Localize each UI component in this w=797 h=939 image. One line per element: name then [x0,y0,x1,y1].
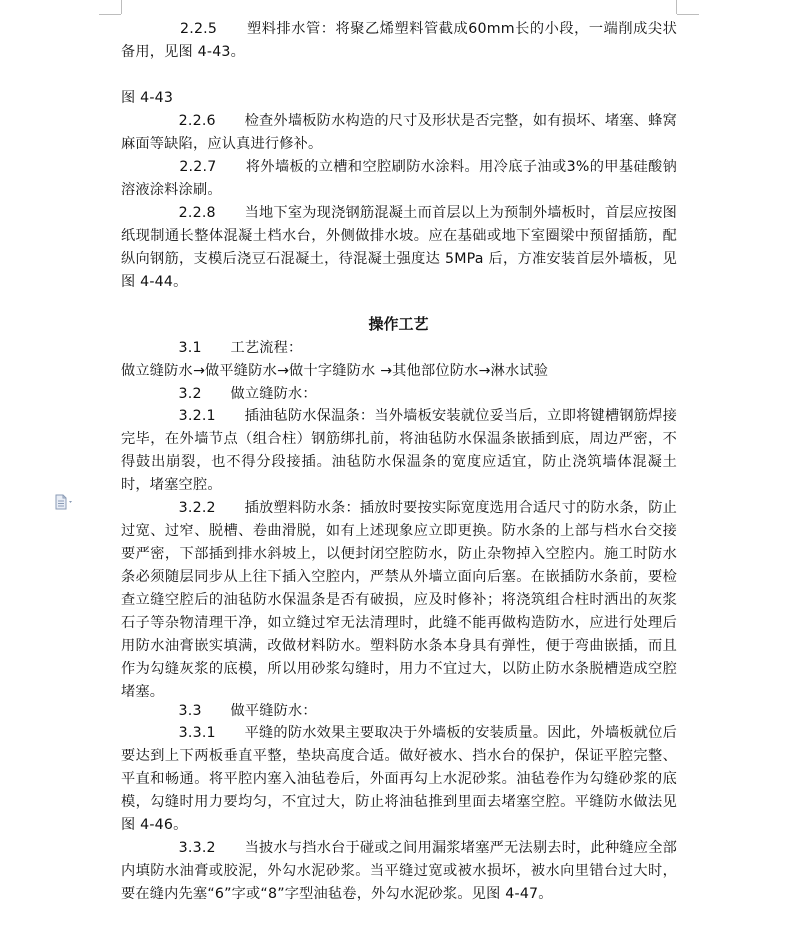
page-corner-mark-left-v [121,0,122,14]
page-corner-mark-right-v [676,0,677,14]
paragraph-3-3-2: 3.3.2 当披水与挡水台于碰或之间用漏浆堵塞严无法剔去时，此种缝应全部内填防水油膏或胶泥，外勾水泥砂浆。当平缝过宽或被水损坏，被水向里错台过大时，要在缝内先塞“6”字或“8”字型油毡卷，外勾水泥砂浆。见图 4-47。 [121,840,677,902]
page-corner-mark-left-h [99,14,121,15]
paragraph-3-2: 3.2 做立缝防水： [121,386,317,402]
paragraph-3-2-2: 3.2.2 插放塑料防水条：插放时要按实际宽度选用合适尺寸的防水条，防止过宽、过窄、脱槽、卷曲滑脱，如有上述现象应立即更换。防水条的上部与档水台交接要严密，下部插到排水斜坡上，以便封闭空腔防水，防止杂物掉入空腔内。施工时防水条必须随层同步从上往下插入空腔内，严禁从外墙立面向后塞。在嵌插防水条前，要检查立缝空腔后的油毡防水保温条是否有破损，应及时修补；将浇筑组合柱时洒出的灰浆石子等杂物清理干净，如立缝过窄无法清理时，此缝不能再做构造防水，应进行处理后用防水油膏嵌实填满，改做材料防水。塑料防水条本身具有弹性，便于弯曲嵌插，而且作为勾缝灰浆的底模，所以用砂浆勾缝时，用力不宜过大，以防止防水条脱槽造成空腔堵塞。 [121,500,677,700]
paragraph-2-2-8: 2.2.8 当地下室为现浇钢筋混凝土而首层以上为预制外墙板时，首层应按图纸现制通长整体混凝土档水台，外侧做排水坡。应在基础或地下室圈梁中预留插筋，配纵向钢筋，支模后浇豆石混凝土，待混凝土强度达 5MPa 后，方准安装首层外墙板，见图 4-44。 [121,205,677,290]
page-corner-mark-right-h [677,14,699,15]
process-flow: 做立缝防水→做平缝防水→做十字缝防水 →其他部位防水→淋水试验 [121,363,549,379]
document-icon[interactable] [54,494,76,510]
figure-caption-4-43: 图 4-43 [121,90,174,106]
paragraph-3-2-1: 3.2.1 插油毡防水保温条：当外墙板安装就位妥当后，立即将键槽钢筋焊接完毕，在外墙节点（组合柱）钢筋绑扎前，将油毡防水保温条嵌插到底，周边严密，不得鼓出崩裂，也不得分段接插。油毡防水保温条的宽度应适宜，防止浇筑墙体混凝土时，堵塞空腔。 [121,408,677,493]
paragraph-2-2-7: 2.2.7 将外墙板的立槽和空腔刷防水涂料。用冷底子油或3%的甲基硅酸钠溶液涂料涂刷。 [121,159,677,198]
paragraph-3-1: 3.1 工艺流程： [121,340,303,356]
paragraph-3-3-1: 3.3.1 平缝的防水效果主要取决于外墙板的安装质量。因此，外墙板就位后要达到上下两板垂直平整，垫块高度合适。做好被水、挡水台的保护，保证平腔完整、平直和畅通。将平腔内塞入油毡卷后，外面再勾上水泥砂浆。油毡卷作为勾缝砂浆的底模，勾缝时用力要均匀，不宜过大，防止将油毡推到里面去堵塞空腔。平缝防水做法见图 4-46。 [121,725,677,833]
paragraph-2-2-6: 2.2.6 检查外墙板防水构造的尺寸及形状是否完整，如有损坏、堵塞、蜂窝麻面等缺陷，应认真进行修补。 [121,113,677,152]
paragraph-3-3: 3.3 做平缝防水： [121,703,317,719]
paragraph-2-2-5: 2.2.5 塑料排水管：将聚乙烯塑料管截成60mm长的小段，一端削成尖状备用，见图 4-43。 [121,21,677,60]
section-heading: 操作工艺 [368,315,429,333]
